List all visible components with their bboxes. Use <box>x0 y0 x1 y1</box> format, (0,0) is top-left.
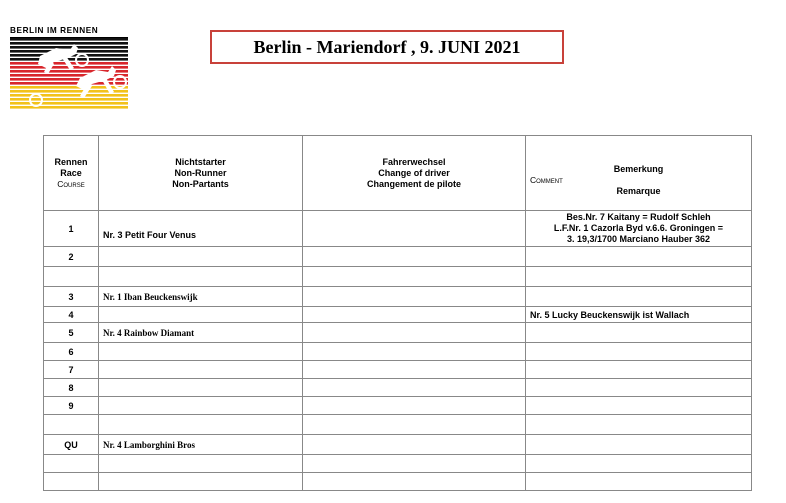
table-row <box>44 455 752 473</box>
race-number-cell: 9 <box>44 397 99 415</box>
header-driver-en: Change of driver <box>378 167 450 178</box>
header-remark-en: Comment <box>530 174 563 185</box>
remark-cell <box>526 211 752 247</box>
logo-stripe <box>10 94 128 97</box>
race-number-cell: 4 <box>44 307 99 323</box>
table-row <box>44 379 752 397</box>
header-race-de: Rennen <box>54 156 88 167</box>
race-number-cell <box>44 415 99 435</box>
driver-change-cell <box>303 415 526 435</box>
race-number-cell: QU <box>44 435 99 455</box>
driver-change-cell <box>303 435 526 455</box>
table-row <box>44 267 752 287</box>
header-race-en: Race <box>60 167 82 178</box>
driver-change-cell <box>303 211 526 247</box>
nonstarter-cell <box>99 415 303 435</box>
race-number-cell: 8 <box>44 379 99 397</box>
table-row <box>44 343 752 361</box>
header-driver-fr: Changement de pilote <box>366 178 461 189</box>
remark-line: 3. 19,3/1700 Marciano Hauber 362 <box>566 234 711 244</box>
nonstarter-cell: Nr. 1 Iban Beuckenswijk <box>99 287 303 307</box>
logo-stripe <box>10 42 128 45</box>
table-row <box>44 211 752 247</box>
race-number-cell <box>44 473 99 491</box>
header-remark <box>526 136 752 211</box>
header-nonstarter-fr: Non-Partants <box>172 178 229 189</box>
page-title: Berlin - Mariendorf , 9. JUNI 2021 <box>210 30 564 64</box>
header-nonstarter <box>99 136 303 211</box>
header-race <box>44 136 99 211</box>
remark-cell <box>526 379 752 397</box>
logo-stripe <box>10 106 128 109</box>
driver-change-cell <box>303 343 526 361</box>
logo-stripe <box>10 46 128 49</box>
race-number-cell: 6 <box>44 343 99 361</box>
driver-change-cell <box>303 397 526 415</box>
logo-text: BERLIN IM RENNEN <box>10 26 128 38</box>
logo-stripe <box>10 82 128 85</box>
header-remark-fr: Remarque <box>616 185 661 196</box>
remark-cell <box>526 473 752 491</box>
logo-stripe <box>10 78 128 81</box>
nonstarter-cell <box>99 307 303 323</box>
nonstarter-cell: Nr. 3 Petit Four Venus <box>99 211 303 247</box>
driver-change-cell <box>303 455 526 473</box>
driver-change-cell <box>303 267 526 287</box>
nonstarter-cell <box>99 455 303 473</box>
table-row <box>44 247 752 267</box>
remark-cell <box>526 455 752 473</box>
remark-cell <box>526 323 752 343</box>
nonstarter-cell <box>99 379 303 397</box>
table-row <box>44 361 752 379</box>
header-race-fr: Course <box>57 178 85 189</box>
table-row <box>44 397 752 415</box>
nonstarter-cell <box>99 343 303 361</box>
logo-stripe <box>10 98 128 101</box>
table-row <box>44 323 752 343</box>
remark-cell <box>526 415 752 435</box>
nonstarter-cell: Nr. 4 Lamborghini Bros <box>99 435 303 455</box>
remark-cell <box>526 287 752 307</box>
remark-line: Nr. 5 Lucky Beuckenswijk ist Wallach <box>530 309 690 320</box>
remark-cell <box>526 247 752 267</box>
remark-cell <box>526 397 752 415</box>
remark-cell <box>526 435 752 455</box>
logo-stripe <box>10 38 128 41</box>
race-number-cell: 7 <box>44 361 99 379</box>
driver-change-cell <box>303 323 526 343</box>
header-nonstarter-en: Non-Runner <box>174 167 227 178</box>
table-row <box>44 307 752 323</box>
berlin-im-rennen-logo <box>10 26 130 112</box>
race-number-cell: 1 <box>44 211 99 247</box>
nonstarter-cell <box>99 361 303 379</box>
race-number-cell: 2 <box>44 247 99 267</box>
table-row <box>44 287 752 307</box>
header-nonstarter-de: Nichtstarter <box>175 156 226 167</box>
remark-cell <box>526 361 752 379</box>
nonstarter-cell <box>99 247 303 267</box>
logo-stripe <box>10 58 128 61</box>
race-number-cell <box>44 267 99 287</box>
header-driver-change <box>303 136 526 211</box>
driver-change-cell <box>303 247 526 267</box>
race-number-cell: 5 <box>44 323 99 343</box>
trotting-horse-icon <box>10 38 130 110</box>
nonstarter-cell <box>99 267 303 287</box>
header-driver-de: Fahrerwechsel <box>382 156 446 167</box>
race-changes-table <box>43 135 752 491</box>
remark-cell <box>526 343 752 361</box>
remark-cell <box>526 307 752 323</box>
remark-line: Bes.Nr. 7 Kaitany = Rudolf Schleh <box>566 212 711 222</box>
remark-cell <box>526 267 752 287</box>
remark-line: L.F.Nr. 1 Cazorla Byd v.6.6. Groningen = <box>553 223 724 233</box>
nonstarter-cell: Nr. 4 Rainbow Diamant <box>99 323 303 343</box>
table-row <box>44 435 752 455</box>
logo-stripe <box>10 102 128 105</box>
nonstarter-cell <box>99 473 303 491</box>
driver-change-cell <box>303 379 526 397</box>
driver-change-cell <box>303 361 526 379</box>
driver-change-cell <box>303 473 526 491</box>
driver-change-cell <box>303 287 526 307</box>
table-row <box>44 415 752 435</box>
table-row <box>44 473 752 491</box>
race-number-cell <box>44 455 99 473</box>
nonstarter-cell <box>99 397 303 415</box>
race-number-cell: 3 <box>44 287 99 307</box>
header-remark-de: Bemerkung <box>613 163 664 174</box>
driver-change-cell <box>303 307 526 323</box>
